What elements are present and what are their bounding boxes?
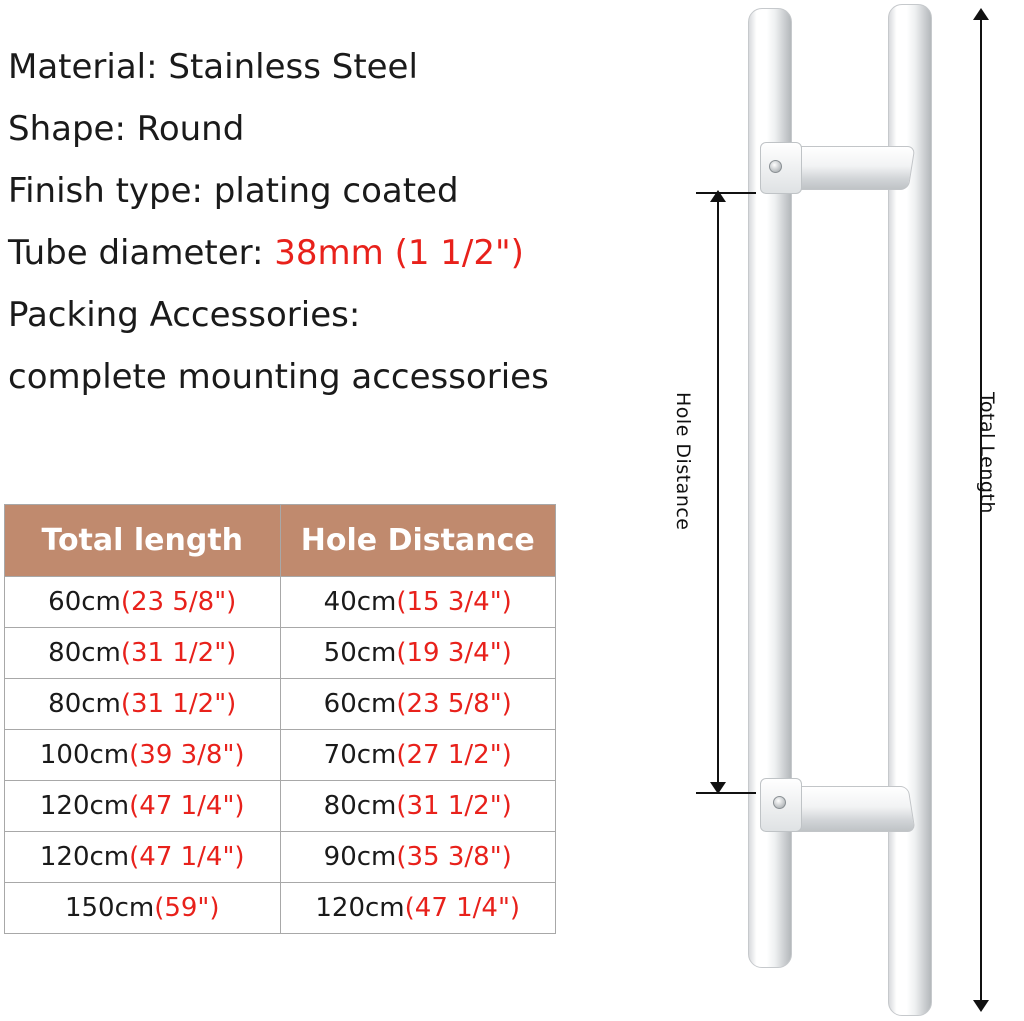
table-body (5, 577, 556, 934)
value-cm: 80cm (323, 791, 397, 821)
value-cm: 150cm (64, 893, 155, 923)
spec-text: Material: Stainless Steel (8, 47, 418, 87)
screw-icon (773, 796, 786, 809)
value-inch: (39 3/8") (129, 740, 245, 770)
table-header (5, 505, 556, 577)
hole-distance-tick-top (696, 192, 756, 194)
column-header-hole-distance: Hole Distance (280, 505, 556, 577)
product-diagram (650, 0, 1024, 1021)
spec-line-tube-diameter (8, 222, 648, 284)
cell-total-length (5, 628, 281, 679)
value-inch: (47 1/4") (129, 791, 245, 821)
size-table (4, 504, 556, 934)
cell-hole-distance (280, 679, 556, 730)
spec-text: Shape: Round (8, 109, 245, 149)
cell-hole-distance (280, 730, 556, 781)
value-cm: 120cm (39, 842, 130, 872)
table-row (5, 679, 556, 730)
value-inch: (31 1/2") (120, 689, 237, 719)
value-cm: 50cm (323, 638, 397, 668)
value-cm: 90cm (323, 842, 397, 872)
hole-distance-dimension-line (717, 196, 719, 786)
hole-distance-label: Hole Distance (672, 392, 694, 531)
spec-highlight-value: 38mm (1 1/2") (274, 233, 524, 273)
value-inch: (31 1/2") (120, 638, 237, 668)
value-inch: (47 1/4") (404, 893, 521, 923)
hole-distance-tick-bottom (696, 792, 756, 794)
cell-total-length (5, 781, 281, 832)
table-header-row (5, 505, 556, 577)
spec-line-shape (8, 98, 648, 160)
table-row (5, 883, 556, 934)
cell-total-length (5, 883, 281, 934)
value-inch: (23 5/8") (396, 689, 512, 719)
table-row (5, 781, 556, 832)
table-row (5, 628, 556, 679)
spec-line-material (8, 36, 648, 98)
spec-line-packing-accessories (8, 284, 648, 346)
value-inch: (35 3/8") (396, 842, 512, 872)
table-row (5, 577, 556, 628)
spec-text: Packing Accessories: (8, 295, 361, 335)
value-cm: 100cm (39, 740, 130, 770)
value-inch: (27 1/2") (396, 740, 512, 770)
table-row (5, 832, 556, 883)
value-cm: 60cm (323, 689, 397, 719)
value-cm: 80cm (48, 689, 121, 719)
cell-total-length (5, 679, 281, 730)
spec-text: Finish type: plating coated (8, 171, 459, 211)
value-inch: (47 1/4") (129, 842, 245, 872)
total-length-label: Total Length (976, 392, 998, 514)
spec-text: Tube diameter: (8, 233, 275, 273)
column-header-total-length: Total length (5, 505, 281, 577)
value-cm: 120cm (315, 893, 405, 923)
spec-text: complete mounting accessories (8, 357, 549, 397)
specification-list (8, 36, 648, 408)
total-length-arrow-bottom (973, 1000, 989, 1012)
value-cm: 70cm (323, 740, 397, 770)
value-inch: (15 3/4") (396, 587, 512, 617)
value-cm: 60cm (48, 587, 121, 617)
screw-icon (769, 160, 782, 173)
spec-line-finish-type (8, 160, 648, 222)
cell-total-length (5, 730, 281, 781)
cell-hole-distance (280, 832, 556, 883)
cell-total-length (5, 577, 281, 628)
value-inch: (19 3/4") (396, 638, 512, 668)
cell-hole-distance (280, 628, 556, 679)
cell-total-length (5, 832, 281, 883)
spec-line-accessories-detail (8, 346, 648, 408)
value-inch: (59") (154, 893, 220, 923)
cell-hole-distance (280, 577, 556, 628)
cell-hole-distance (280, 883, 556, 934)
value-inch: (23 5/8") (120, 587, 237, 617)
value-cm: 40cm (323, 587, 397, 617)
cell-hole-distance (280, 781, 556, 832)
table-row (5, 730, 556, 781)
value-inch: (31 1/2") (396, 791, 512, 821)
total-length-arrow-top (973, 8, 989, 20)
value-cm: 120cm (39, 791, 130, 821)
value-cm: 80cm (48, 638, 121, 668)
